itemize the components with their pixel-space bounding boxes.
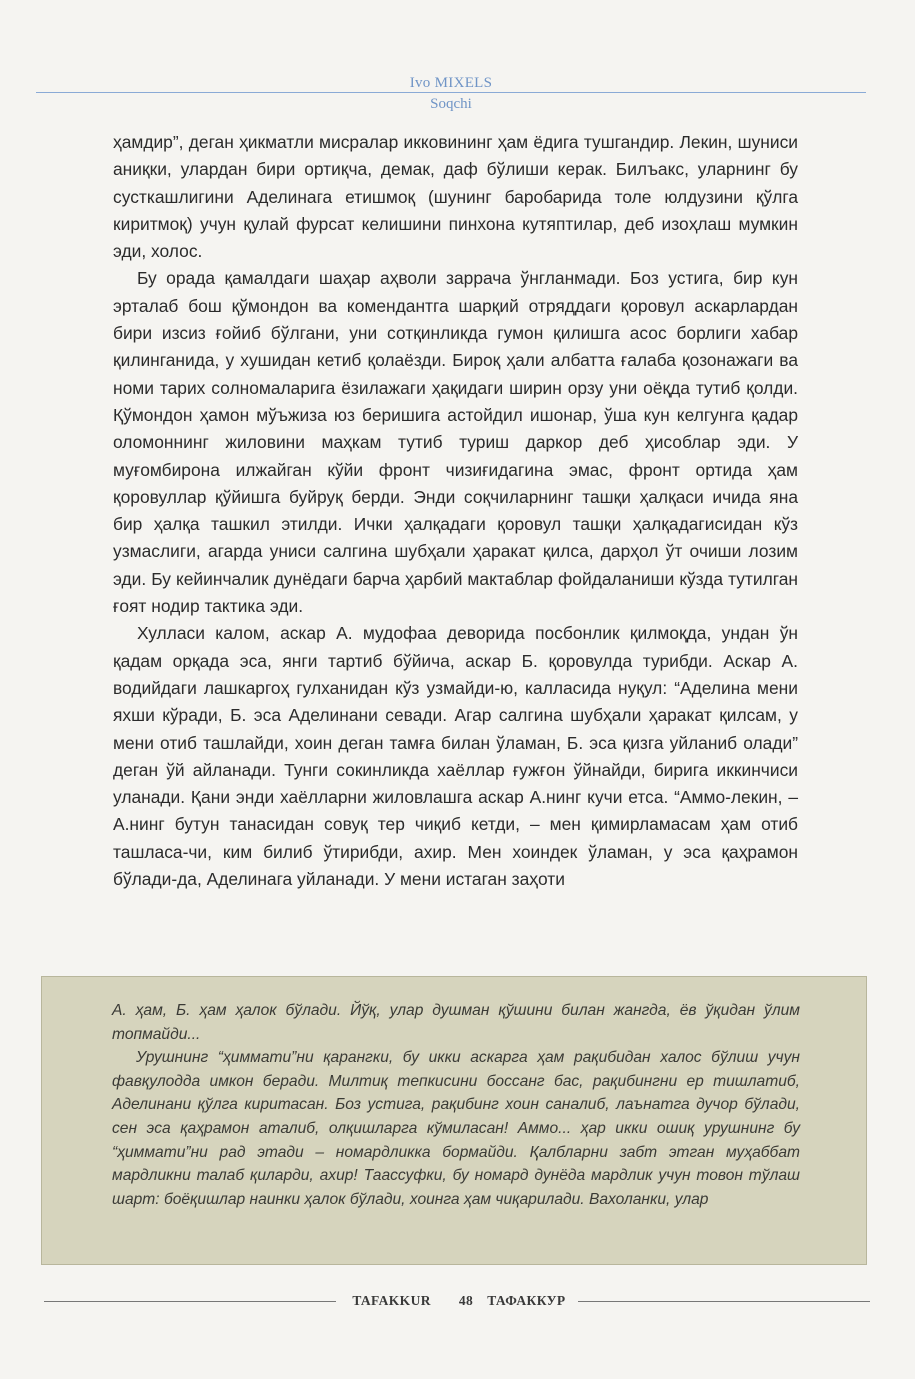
header-work-title: Soqchi bbox=[430, 96, 472, 112]
running-header bbox=[36, 74, 866, 113]
paragraph: Хулласи калом, аскар А. мудофаа деворида посбонлик қилмоқда, ундан ўн қадам орқада эса, янги тартиб бўйича, аскар Б. қоровулда турибди. Аскар А. водийдаги лашкаргоҳ гулханидан кўз узмайди-ю, калласида нуқул: “Аделина мени яхши кўради, Б. эса Аделинани севади. Агар салгина шубҳали ҳаракат қилсам, у мени отиб ташлайди, хоин деган тамға билан ўламан, Б. эса қизга уйланиб олади” деган ўй айланади. Тунги сокинликда хаёллар ғужғон ўйнайди, бирига иккинчиси уланади. Қани энди хаёлларни жиловлашга аскар А.нинг кучи етса. “Аммо-лекин, – А.нинг бутун танасидан совуқ тер чиқиб кетди, – мен қимирламасам ҳам отиб ташласа-чи, ким билиб ўтирибди, ахир. Мен хоиндек ўламан, у эса қаҳрамон бўлади-да, Аделинага уйланади. У мени истаган заҳоти bbox=[113, 623, 798, 890]
paragraph: Бу орада қамалдаги шаҳар аҳволи заррача ўнгланмади. Боз устига, бир кун эрталаб бош қўмондон ва комендантга шарқий отряддаги қоровул аскарлардан бири изсиз ғойиб бўлгани, уни сотқинликда гумон қилишга асос борлиги хабар қилинганида, у хушидан кетиб қолаёзди. Бироқ ҳали албатта ғалаба қозонажаги ва номи тарих солномаларига ёзилажаги ҳақидаги ширин орзу уни оёқда тутиб қолди. Қўмондон ҳамон мўъжиза юз беришига астойдил ишонар, ўша кун келгунга қадар оломоннинг жиловини маҳкам тутиб туриш даркор деб ҳисоблар эди. У муғомбирона илжайган кўйи фронт чизиғидагина эмас, фронт ортида ҳам қоровуллар қўйишга буйруқ берди. Энди соқчиларнинг ташқи ҳалқаси ичида яна бир ҳалқа ташкил этилди. Ички ҳалқадаги қоровул ташқи ҳалқадагисидан кўз узмаслиги, агарда униси салгина шубҳали ҳаракат қилса, дарҳол ўт очиши лозим эди. Бу кейинчалик дунёдаги барча ҳарбий мактаблар фойдаланиши кўзда тутилган ғоят нодир тактика эди. bbox=[113, 268, 798, 617]
paragraph: ҳамдир”, деган ҳикматли мисралар икковининг ҳам ёдига тушгандир. Лекин, шуниси аниқки, улардан бири ортиқча, демак, даф бўлиши керак. Билъакс, уларнинг бу сусткашлигини Аделинага етишмоқ (шунинг баробарида толе юлдузини қўлга киритмоқ) учун қулай фурсат келишини пинхона кутяптилар, деб изоҳлаш мумкин эди, холос. bbox=[113, 132, 798, 262]
header-author: Ivo MIXELS bbox=[409, 75, 493, 91]
box-paragraph: А. ҳам, Б. ҳам ҳалок бўлади. Йўқ, улар душман қўшини билан жангда, ёв ўқидан ўлим топмайди... bbox=[112, 1002, 800, 1043]
footer-rule-right bbox=[578, 1301, 870, 1302]
footer-magazine-latin: TAFAKKUR bbox=[352, 1293, 431, 1308]
highlight-box bbox=[41, 976, 867, 1265]
box-paragraph: Урушнинг “ҳиммати”ни қарангки, бу икки аскарга ҳам рақибидан халос бўлиш учун фавқулодда имкон беради. Милтиқ тепкисини боссанг бас, рақибингни ер тишлатиб, Аделинани қўлга киритасан. Боз устига, рақибинг хоин саналиб, лаънатга дучор бўлади, сен эса қаҳрамон аталиб, олқишларга кўмиласан! Аммо... ҳар икки ошиқ урушнинг бу “ҳиммати”ни рад этади – номардликка бормайди. Қалбларни забт этган муҳаббат мардликни талаб қиларди, ахир! Таассуфки, бу номард дунёда мардлик учун товон тўлаш шарт: боёқишлар наинки ҳалок бўлади, хоинга ҳам чиқарилади. Вахоланки, улар bbox=[112, 1049, 800, 1208]
page-footer bbox=[44, 1290, 870, 1312]
header-rule bbox=[36, 92, 866, 93]
page-number: 48 bbox=[458, 1293, 474, 1308]
main-text bbox=[113, 129, 798, 893]
footer-rule-left bbox=[44, 1301, 336, 1302]
footer-magazine-cyrillic: ТАФАККУР bbox=[487, 1293, 566, 1308]
